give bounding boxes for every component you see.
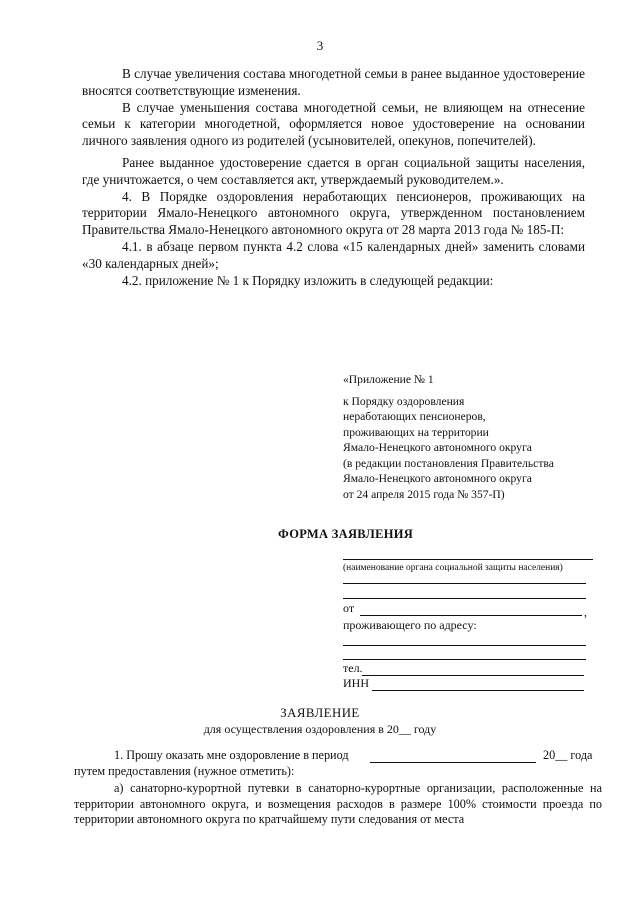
from-line <box>360 615 582 616</box>
address-label: проживающего по адресу: <box>343 618 477 632</box>
item-a-text: а) санаторно-курортной путевки в санаторно-курортные организации, расположенные на территории автономного округа, и возмещения расходов в размере 100% стоимости проезда по территории автономного округа по кратчайшему пути следования от места <box>74 781 602 826</box>
address-line <box>343 645 586 646</box>
page-number: 3 <box>316 38 324 53</box>
paragraph: 4.2. приложение № 1 к Порядку изложить в следующей редакции: <box>122 272 494 288</box>
paragraph: В случае уменьшения состава многодетной семьи, не влияющем на отнесение семьи к категории многодетной, оформляется новое удостоверение на основании личного заявления одного из родителей (усыновителей, опекунов, попечителей). <box>82 99 585 149</box>
appendix-line: неработающих пенсионеров, <box>343 410 486 423</box>
appendix-line: (в редакции постановления Правительства <box>343 456 554 470</box>
paragraph: 4. В Порядке оздоровления неработающих пенсионеров, проживающих на территории Ямало-Ненецкого автономного округа, утвержденном постановлением Правительства Ямало-Ненецкого автономного округа от 28 марта 2013 года № 185-П: <box>82 188 585 238</box>
statement-heading: ЗАЯВЛЕНИЕ <box>280 706 360 720</box>
item1-year: 20__ года <box>543 748 593 762</box>
from-label: от <box>343 601 355 615</box>
phone-label: тел. <box>343 661 363 675</box>
item1-text: 1. Прошу оказать мне оздоровление в период <box>114 748 349 762</box>
period-line <box>370 762 536 763</box>
phone-line <box>362 675 584 676</box>
appendix-header <box>343 372 593 502</box>
appendix-line: Ямало-Ненецкого автономного округа <box>343 472 532 485</box>
form-title: ФОРМА ЗАЯВЛЕНИЯ <box>278 527 414 541</box>
paragraph: 4.1. в абзаце первом пункта 4.2 слова «15 календарных дней» заменить словами «30 календарных дней»; <box>82 238 585 271</box>
paragraph: В случае увеличения состава многодетной семьи в ранее выданное удостоверение вносятся соответствующие изменения. <box>82 66 585 98</box>
item-a <box>74 781 602 828</box>
blank-line <box>343 583 586 584</box>
paragraph: Ранее выданное удостоверение сдается в орган социальной защиты населения, где уничтожается, о чем составляется акт, утверждаемый руководителем.». <box>82 154 585 187</box>
from-comma: , <box>584 605 587 619</box>
appendix-line: проживающих на территории <box>343 425 489 439</box>
item1-continuation: путем предоставления (нужное отметить): <box>74 764 295 778</box>
appendix-line: от 24 апреля 2015 года № 357-П) <box>343 487 505 501</box>
statement-subheading: для осуществления оздоровления в 20__ году <box>203 722 437 736</box>
org-name-line <box>343 559 593 560</box>
appendix-line: Ямало-Ненецкого автономного округа <box>343 441 532 454</box>
blank-line <box>343 598 586 599</box>
inn-line <box>372 690 584 691</box>
appendix-title: «Приложение № 1 <box>343 373 434 386</box>
inn-label: ИНН <box>343 676 369 690</box>
appendix-line: к Порядку оздоровления <box>343 394 465 408</box>
address-line <box>343 659 586 660</box>
main-text <box>82 66 585 289</box>
org-name-caption: (наименование органа социальной защиты населения) <box>343 563 563 573</box>
